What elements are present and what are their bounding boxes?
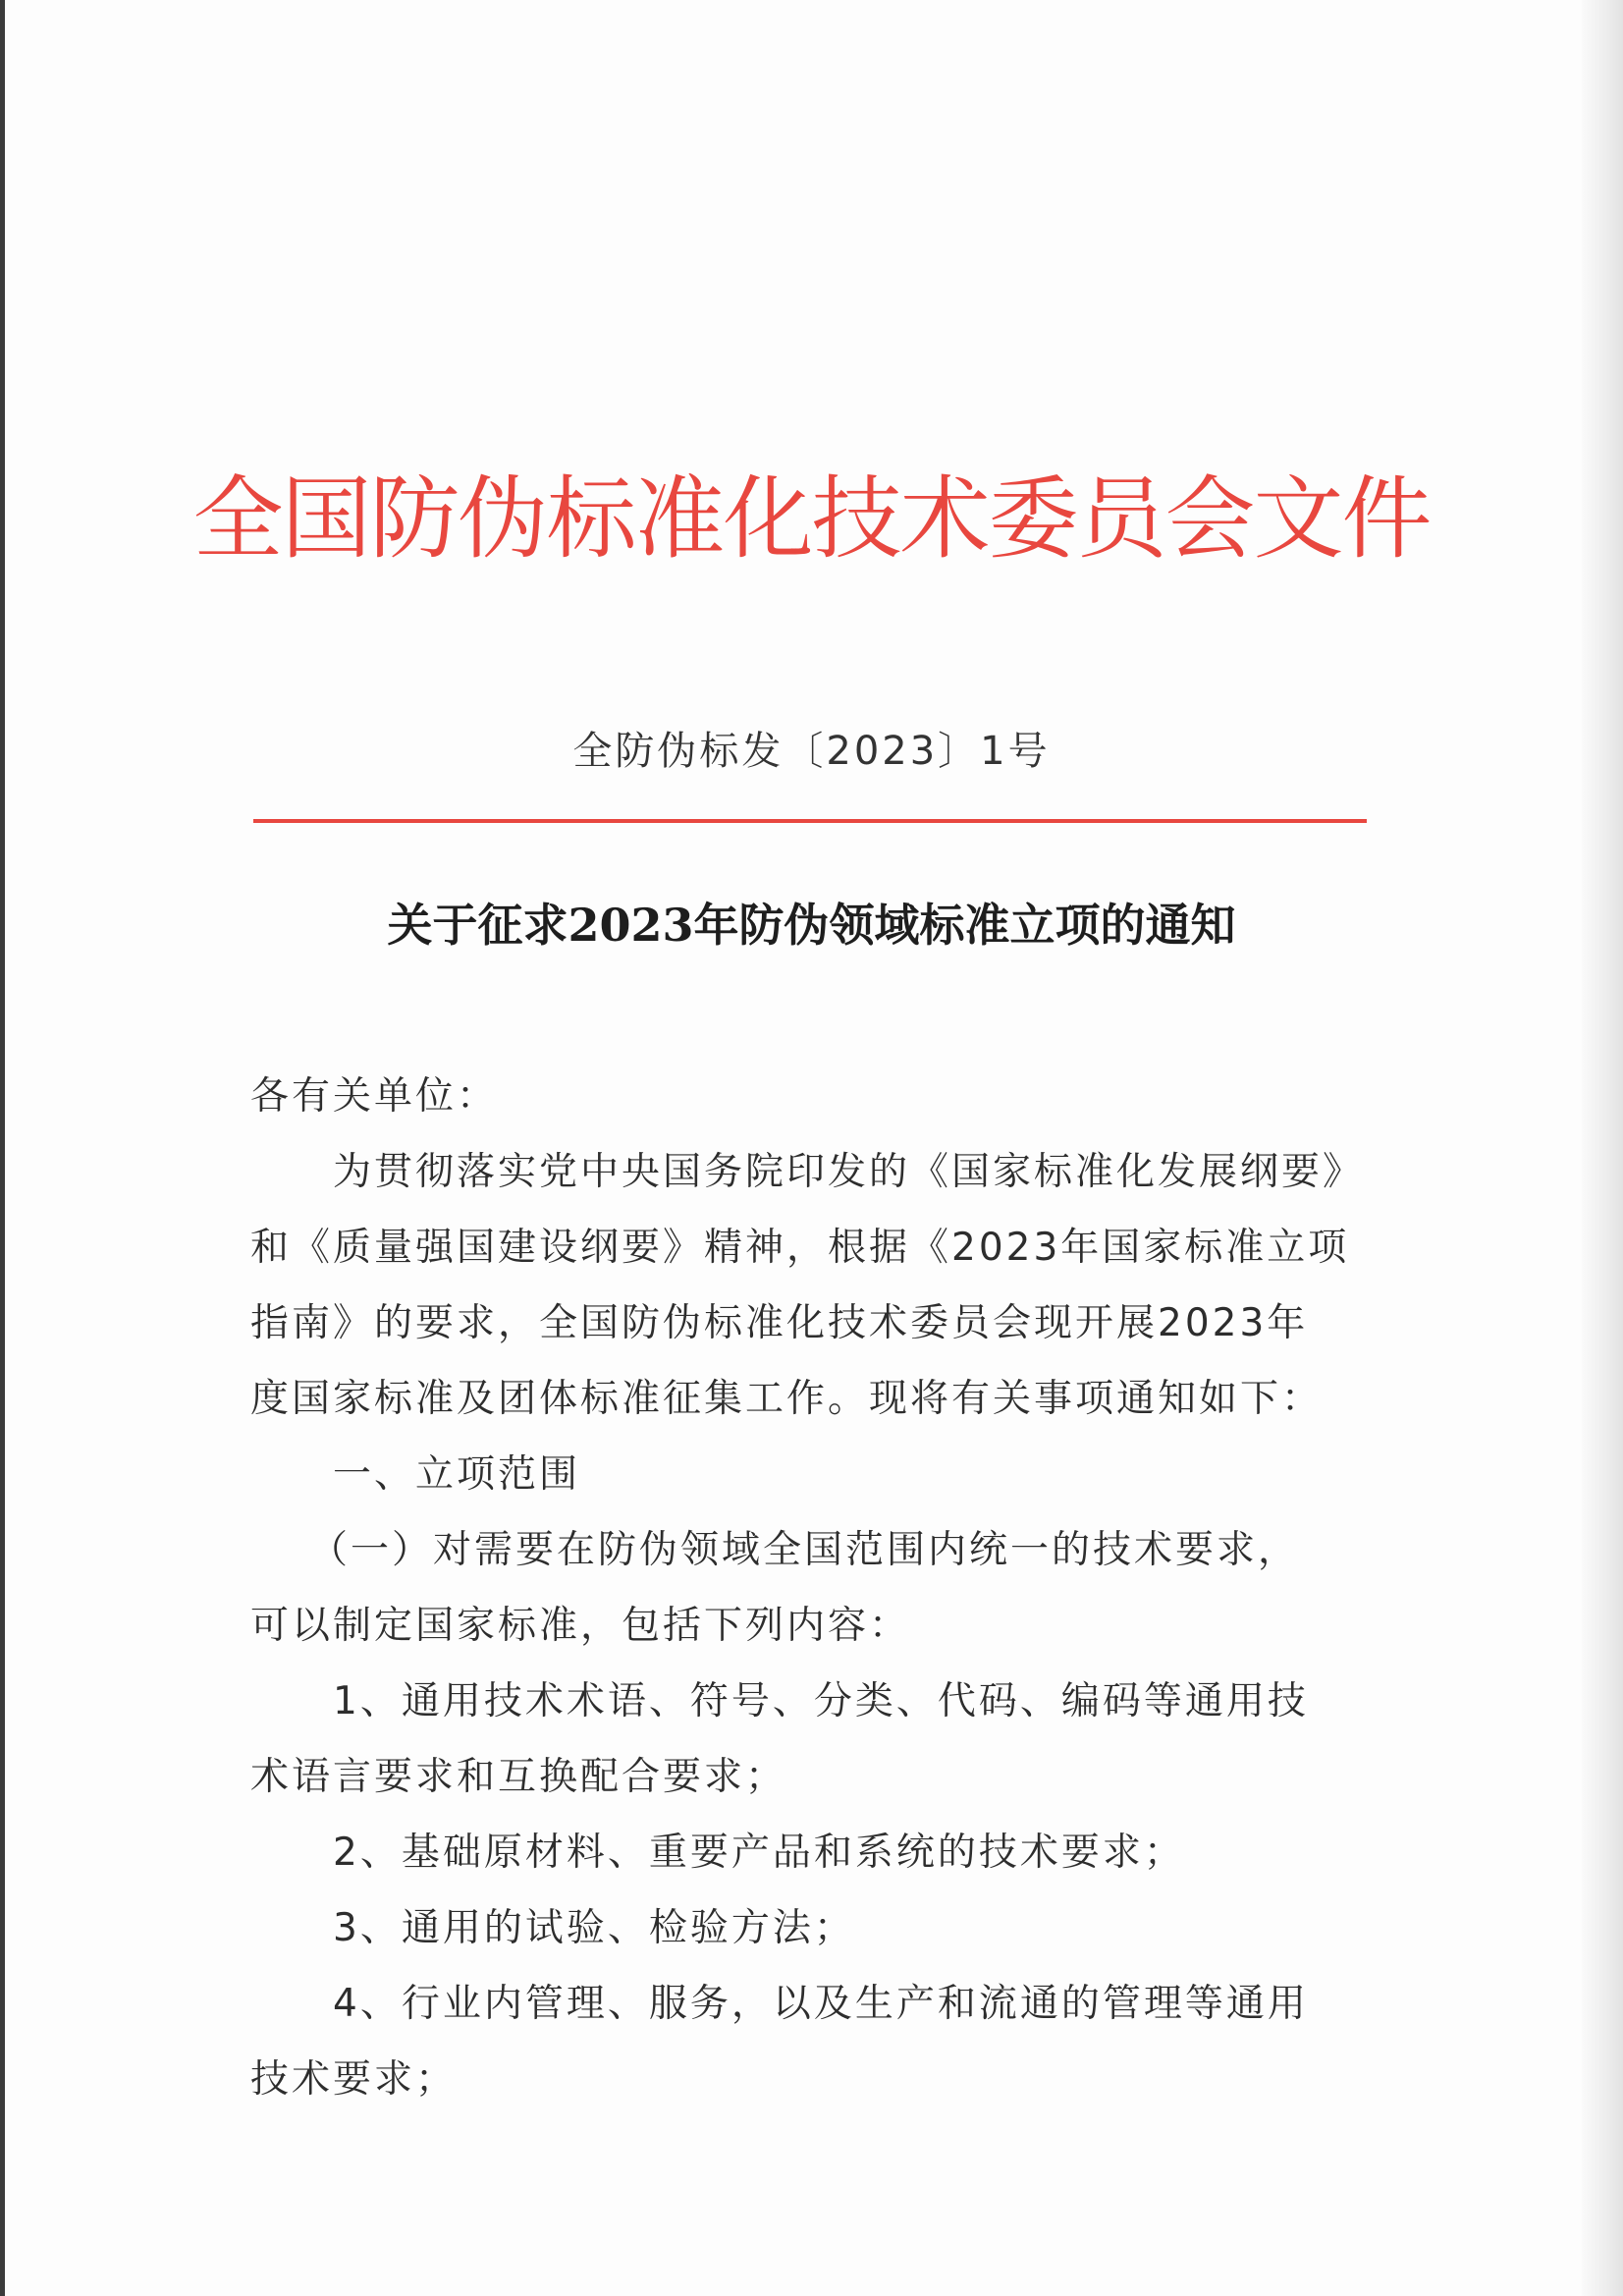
- header-divider: [253, 819, 1367, 823]
- section-heading: 一、立项范围: [333, 1452, 581, 1497]
- document-number: 全防伪标发〔2023〕1号: [572, 729, 1051, 774]
- salutation: 各有关单位：: [250, 1074, 499, 1119]
- list-item: 1、通用技术术语、符号、分类、代码、编码等通用技: [333, 1679, 1309, 1723]
- paragraph-line: 指南》的要求，全国防伪标准化技术委员会现开展2023年: [250, 1301, 1309, 1345]
- list-item: 4、行业内管理、服务，以及生产和流通的管理等通用: [333, 1982, 1309, 2026]
- document-body: [250, 1059, 1389, 2117]
- list-item-continuation: 技术要求；: [250, 2057, 458, 2102]
- document-header-title: 全国防伪标准化技术委员会文件: [192, 466, 1431, 572]
- subsection-line: 可以制定国家标准，包括下列内容：: [250, 1604, 911, 1648]
- paragraph-line: 为贯彻落实党中央国务院印发的《国家标准化发展纲要》: [333, 1150, 1365, 1194]
- notice-title: 关于征求2023年防伪领域标准立项的通知: [387, 899, 1236, 952]
- list-item: 2、基础原材料、重要产品和系统的技术要求；: [333, 1831, 1185, 1875]
- list-item-continuation: 术语言要求和互换配合要求；: [250, 1755, 787, 1799]
- paragraph-line: 度国家标准及团体标准征集工作。现将有关事项通知如下：: [250, 1377, 1324, 1421]
- paragraph-line: 和《质量强国建设纲要》精神，根据《2023年国家标准立项: [250, 1226, 1350, 1270]
- scan-left-edge: [0, 0, 5, 2296]
- list-item: 3、通用的试验、检验方法；: [333, 1906, 855, 1950]
- scan-right-shadow: [1582, 0, 1623, 2296]
- subsection-line: （一）对需要在防伪领域全国范围内统一的技术要求，: [309, 1528, 1300, 1572]
